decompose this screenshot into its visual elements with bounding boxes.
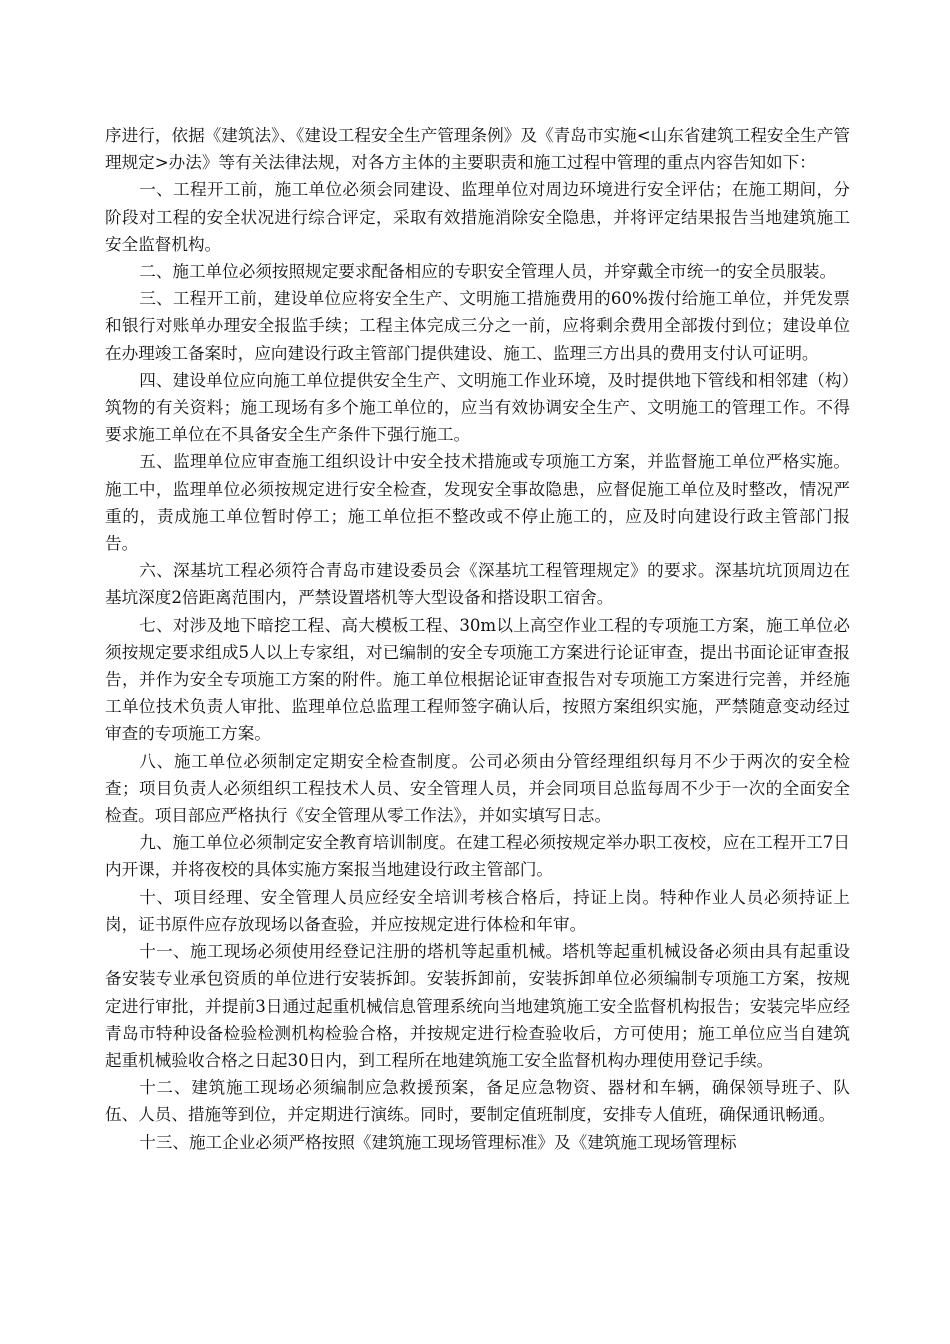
- clause-3-paragraph: 三、工程开工前，建设单位应将安全生产、文明施工措施费用的60%拨付给施工单位，并凭发票和银行对账单办理安全报监手续；工程主体完成三分之一前，应将剩余费用全部拨付到位；建设单位在办理竣工备案时，应向建设行政主管部门提供建设、施工、监理三方出具的费用支付认可证明。: [105, 289, 850, 363]
- clause-9-paragraph: 九、施工单位必须制定安全教育培训制度。在建工程必须按规定举办职工夜校，应在工程开工7日内开课，并将夜校的具体实施方案报当地建设行政主管部门。: [105, 833, 850, 880]
- clause-12-paragraph: 十二、建筑施工现场必须编制应急救援预案，备足应急物资、器材和车辆，确保领导班子、队伍、人员、措施等到位，并定期进行演练。同时，要制定值班制度，安排专人值班，确保通讯畅通。: [105, 1078, 850, 1125]
- clause-13-paragraph: 十三、施工企业必须严格按照《建筑施工现场管理标准》及《建筑施工现场管理标: [139, 1132, 737, 1152]
- clause-1-paragraph: 一、工程开工前，施工单位必须会同建设、监理单位对周边环境进行安全评估；在施工期间，分阶段对工程的安全状况进行综合评定，采取有效措施消除安全隐患，并将评定结果报告当地建筑施工安全监督机构。: [105, 180, 850, 254]
- clause-6-paragraph: 六、深基坑工程必须符合青岛市建设委员会《深基坑工程管理规定》的要求。深基坑坑顶周边在基坑深度2倍距离范围内，严禁设置塔机等大型设备和搭设职工宿舍。: [105, 561, 850, 608]
- intro-paragraph: 序进行，依据《建筑法》、《建设工程安全生产管理条例》及《青岛市实施<山东省建筑工程安全生产管理规定>办法》等有关法律法规，对各方主体的主要职责和施工过程中管理的重点内容告知如下：: [105, 126, 850, 173]
- clause-10-paragraph: 十、项目经理、安全管理人员应经安全培训考核合格后，持证上岗。特种作业人员必须持证上岗，证书原件应存放现场以备查验，并应按规定进行体检和年审。: [105, 887, 850, 934]
- clause-4-paragraph: 四、建设单位应向施工单位提供安全生产、文明施工作业环境，及时提供地下管线和相邻建（构）筑物的有关资料；施工现场有多个施工单位的，应当有效协调安全生产、文明施工的管理工作。不得要求施工单位在不具备安全生产条件下强行施工。: [105, 370, 850, 445]
- clause-8-paragraph: 八、施工单位必须制定定期安全检查制度。公司必须由分管经理组织每月不少于两次的安全检查；项目负责人必须组织工程技术人员、安全管理人员，并会同项目总监每周不少于一次的全面安全检查。项目部应严格执行《安全管理从零工作法》，并如实填写日志。: [105, 751, 850, 826]
- clause-5-paragraph: 五、监理单位应审查施工组织设计中安全技术措施或专项施工方案，并监督施工单位严格实施。施工中，监理单位必须按规定进行安全检查，发现安全事故隐患，应督促施工单位及时整改，情况严重的，责成施工单位暂时停工；施工单位拒不整改或不停止施工的，应及时向建设行政主管部门报告。: [105, 452, 850, 554]
- document-body: [105, 122, 850, 1156]
- clause-11-paragraph: 十一、施工现场必须使用经登记注册的塔机等起重机械。塔机等起重机械设备必须由具有起重设备安装专业承包资质的单位进行安装拆卸。安装拆卸前，安装拆卸单位必须编制专项施工方案，按规定进行审批，并提前3日通过起重机械信息管理系统向当地建筑施工安全监督机构报告；安装完毕应经青岛市特种设备检验检测机构检验合格，并按规定进行检查验收后，方可使用；施工单位应当自建筑起重机械验收合格之日起30日内，到工程所在地建筑施工安全监督机构办理使用登记手续。: [105, 942, 850, 1070]
- clause-7-paragraph: 七、对涉及地下暗挖工程、高大模板工程、30m以上高空作业工程的专项施工方案，施工单位必须按规定要求组成5人以上专家组，对已编制的安全专项施工方案进行论证审查，提出书面论证审查报告，并作为安全专项施工方案的附件。施工单位根据论证审查报告对专项施工方案进行完善，并经施工单位技术负责人审批、监理单位总监理工程师签字确认后，按照方案组织实施，严禁随意变动经过审查的专项施工方案。: [105, 615, 850, 744]
- clause-2-paragraph: 二、施工单位必须按照规定要求配备相应的专职安全管理人员，并穿戴全市统一的安全员服装。: [139, 262, 837, 282]
